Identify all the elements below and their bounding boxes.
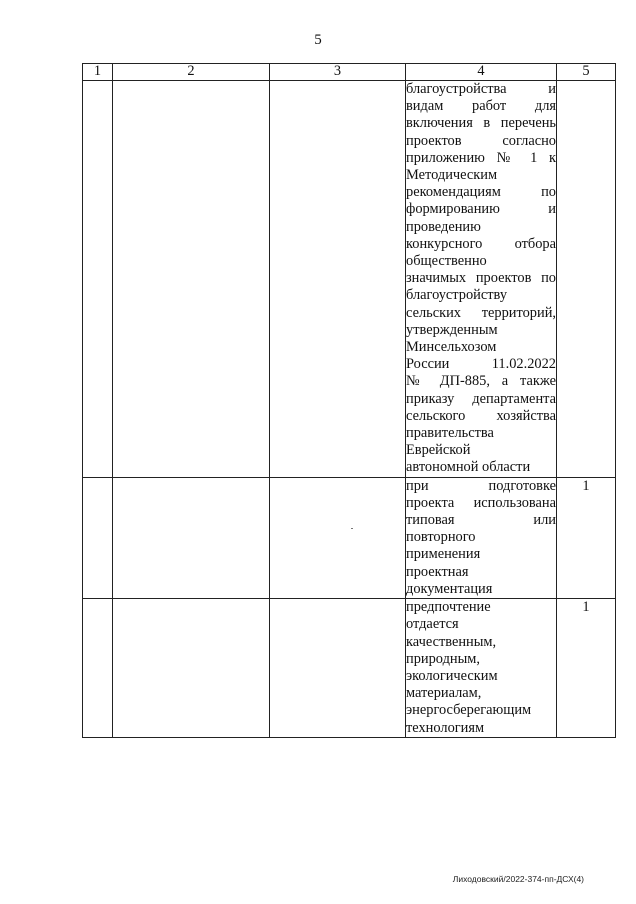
criterion-text-line: конкурсного отбора [406,235,556,252]
cell-col-3 [270,599,406,738]
cell-col-3 [270,477,406,598]
cell-col-1 [83,599,113,738]
score-cell: 1 [557,599,616,738]
criterion-text-line: природным, [406,650,480,667]
criterion-text-line: рекомендациям по [406,184,556,201]
criterion-text-line: формированию и [406,201,556,218]
cell-col-2 [113,599,270,738]
criterion-text [406,81,557,478]
criteria-table [82,63,616,738]
header-col-2: 2 [113,64,270,81]
criterion-text-line: при подготовке [406,477,556,494]
criterion-text-line: материалам, [406,685,482,702]
criterion-text-line: России 11.02.2022 [406,356,556,373]
cell-col-3 [270,81,406,478]
cell-col-1 [83,477,113,598]
criterion-text [406,599,557,738]
criterion-text-line: общественно [406,253,487,270]
cell-col-1 [83,81,113,478]
criterion-text-line: проектная [406,563,469,580]
cell-col-2 [113,477,270,598]
score-cell: 1 [557,477,616,598]
criterion-text-line: благоустройству [406,287,508,304]
criterion-text-line: сельских территорий, [406,304,556,321]
criterion-text-line: значимых проектов по [406,270,556,287]
criterion-text-line: качественным, [406,633,497,650]
criterion-text-line: технологиям [406,719,485,736]
table-row [83,599,616,738]
criterion-text-line: Методическим [406,167,498,184]
table-header [83,64,616,81]
header-col-3: 3 [270,64,406,81]
criterion-text-line: типовая или [406,512,556,529]
criterion-text-line: сельского хозяйства [406,407,556,424]
criterion-text-line: благоустройства и [406,81,556,97]
criterion-text-line: включения в перечень [406,115,556,132]
criterion-text-line: Минсельхозом [406,339,497,356]
criterion-text-line: приложению № 1 к [406,149,556,166]
table-row [83,81,616,478]
header-col-5: 5 [557,64,616,81]
page-number: 5 [314,32,322,48]
criterion-text-line: отдается [406,616,459,633]
criterion-text [406,477,557,598]
criterion-text-line: утвержденным [406,321,498,338]
criterion-text-line: проведению [406,218,481,235]
criterion-text-line: документация [406,580,493,597]
criterion-text-line: правительства [406,425,494,442]
header-row [83,64,616,81]
table-row [83,477,616,598]
criterion-text-line: видам работ для [406,98,556,115]
criterion-text-line: Еврейской [406,442,471,459]
criterion-text-line: автономной области [406,459,531,476]
criterion-text-line: повторного [406,529,476,546]
criterion-text-line: применения [406,546,481,563]
criterion-text-line: № ДП-885, а также [406,373,556,390]
criterion-text-line: проекта использована [406,494,556,511]
document-footer-id: Лиходовский/2022-374-пп-ДСХ(4) [452,874,584,884]
scan-speck [351,528,353,529]
header-col-4: 4 [406,64,557,81]
criterion-text-line: энергосберегающим [406,702,532,719]
criterion-text-line: приказу департамента [406,390,556,407]
criterion-text-line: экологическим [406,667,498,684]
criterion-text-line: предпочтение [406,599,491,616]
criterion-text-line: проектов согласно [406,132,556,149]
header-col-1: 1 [83,64,113,81]
cell-col-2 [113,81,270,478]
table-body [83,81,616,738]
score-cell [557,81,616,478]
